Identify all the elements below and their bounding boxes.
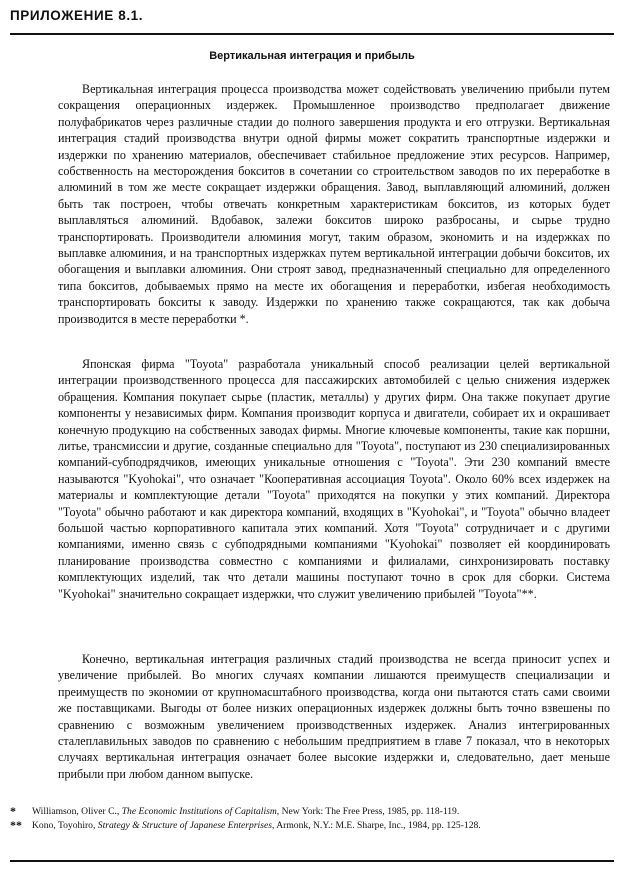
footnote-1-mark: * [10,804,16,818]
paragraph-1-block [58,81,610,327]
bottom-rule [10,860,614,862]
footnote-1-publication: , New York: The Free Press, 1985, pp. 118-119. [276,806,460,817]
footnote-2-author: Kono, Toyohiro, [32,820,98,831]
section-title: Вертикальная интеграция и прибыль [209,50,415,62]
footnote-1-book-title: The Economic Institutions of Capitalism [121,806,277,817]
top-rule [10,33,614,35]
footnote-1-author: Williamson, Oliver C., [32,806,122,817]
paragraph-3-block [58,651,610,782]
footnote-2-mark: ** [10,818,22,832]
footnote-2 [10,819,620,833]
paragraph-2-block [58,356,610,602]
appendix-heading: ПРИЛОЖЕНИЕ 8.1. [10,8,144,23]
footnotes [10,805,620,833]
paragraph-2: Японская фирма "Toyota" разработала уникальный способ реализации целей вертикальной интеграции производственного процесса для пассажирских автомобилей с целью снижения издержек обращения. Компания покупает сырье (пластик, металлы) у других фирм. Она также покупает другие компоненты у независимых фирм. Компания производит корпуса и двигатели, собирает их и окрашивает конечную продукцию на собственных заводах фирмы. Многие ключевые компоненты, такие как поршни, литье, трансмиссии и другие, созданные специально для "Toyota", поступают из 230 специализированных компаний-субподрядчиков, имеющих уникальные отношения с "Toyota". Эти 230 компаний вместе называются "Kyohokai", что означает "Кооперативная ассоциация Toyota". Около 60% всех издержек на материалы и комплектующие детали "Toyota" приходятся на покупки у этих компаний. Директора "Toyota" обычно работают и как директора компаний, входящих в "Kyohokai", и "Toyota" обычно владеет большой частью корпоративного капитала этих компаний. Хотя "Toyota" сотрудничает и с другими компаниями, именно связь с субподрядными компаниями "Kyohokai" позволяет ей координировать планирование производства совместно с компаниями и филиалами, синхронизировать поставку комплектующих изделий, так что детали машины поступают точно в срок для сборки. Система "Kyohokai" значительно сокращает издержки, что служит увеличению прибылей "Toyota"**. [58,357,610,601]
footnote-2-book-title: Strategy & Structure of Japanese Enterprises [97,820,272,831]
footnote-2-publication: , Armonk, N.Y.: M.E. Sharpe, Inc., 1984, pp. 125-128. [271,820,481,831]
paragraph-3: Конечно, вертикальная интеграция различных стадий производства не всегда приносит успех и увеличение прибылей. Во многих случаях компании лишаются преимуществ специализации и преимуществ по экономии от крупномасштабного производства, когда они пытаются стать сами своими же поставщиками. Выгоды от более низких операционных издержек должны быть точно взвешены по сравнению с возможным увеличением производственных издержек. Анализ интегрированных сталеплавильных заводов по сравнению с небольшим предприятием в главе 7 показал, что в некоторых случаях вертикальная интеграция означает более высокие издержки и, следовательно, дает меньше прибыли при любом данном выпуске. [58,652,610,781]
paragraph-1: Вертикальная интеграция процесса производства может содействовать увеличению прибыли путем сокращения операционных издержек. Промышленное производство предполагает движение полуфабрикатов через различные стадии до полного завершения продукта и его отгрузки. Вертикальная интеграция стадий производства внутри одной фирмы может сократить транспортные издержки и издержки по хранению материалов, обеспечивает стабильное предложение этих ресурсов. Например, собственность на месторождения бокситов в сочетании со строительством заводов по их переработке в алюминий в том же месте сокращает издержки обращения. Завод, выплавляющий алюминий, должен быть так построен, чтобы отвечать конкретным характеристикам бокситов, из которых будет выплавляться алюминий. Вдобавок, залежи бокситов широко разбросаны, и сырье трудно транспортировать. Производители алюминия могут, таким образом, экономить и на издержках по выплавке алюминия, и на транспортных издержках путем вертикальной интеграции добычи бокситов, их обогащения и выплавки алюминия. Они строят завод, предназначенный специально для определенного типа бокситов, добываемых прямо на месте их обогащения и переработки, избегая необходимость транспортировать бокситы к заводу. Издержки по хранению также сокращаются, так как добыча производится в месте переработки *. [58,82,610,326]
footnote-1 [10,805,620,819]
